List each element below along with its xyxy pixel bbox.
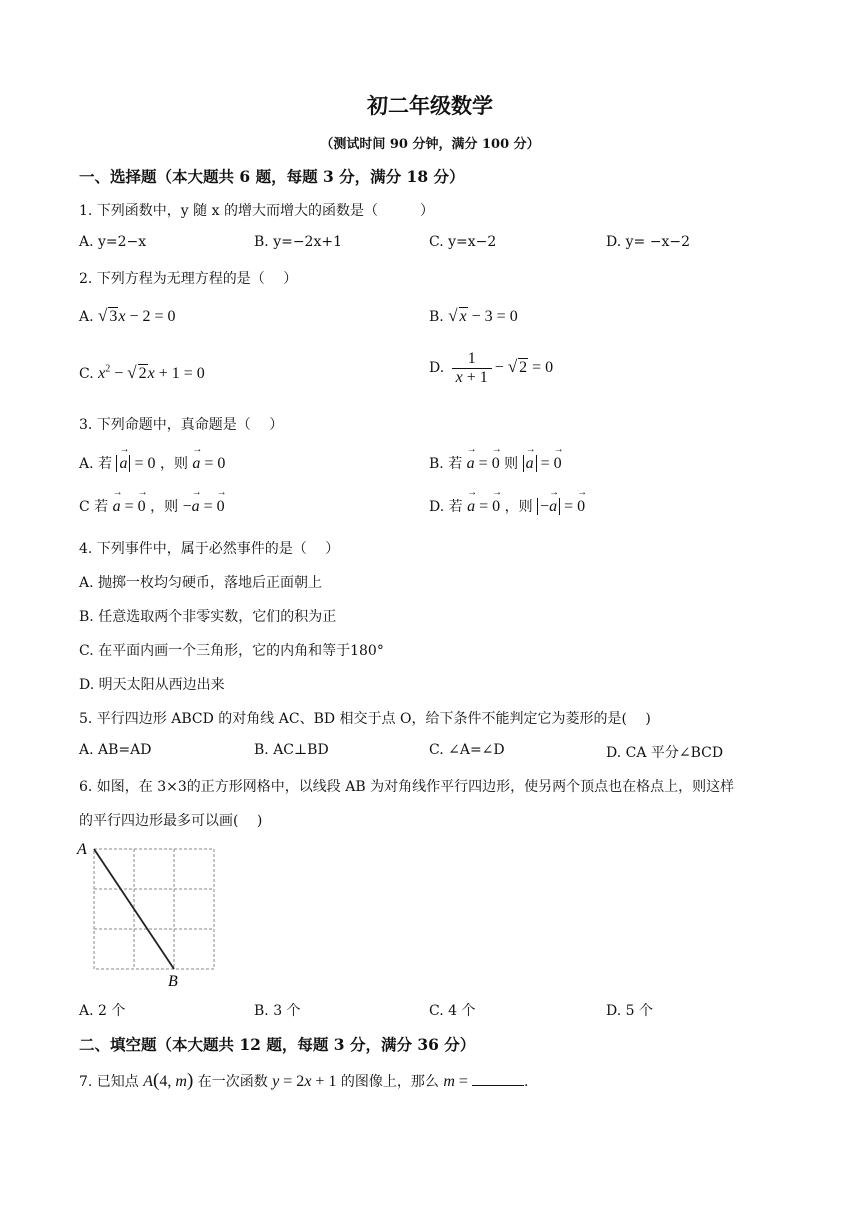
question-4-stem: 4. 下列事件中，属于必然事件的是（ ） — [79, 541, 340, 557]
question-4-option-d: D. 明天太阳从西边出来 — [79, 677, 225, 693]
point-b-label: B — [168, 973, 178, 990]
question-4-option-a: A. 抛掷一枚均匀硬币，落地后正面朝上 — [79, 575, 323, 591]
question-4-option-c: C. 在平面内画一个三角形，它的内角和等于180° — [79, 643, 384, 659]
question-5-option-b: B. AC⊥BD — [254, 742, 329, 758]
question-2-option-c — [79, 363, 205, 383]
question-6-stem-line-1: 6. 如图，在 3×3的正方形网格中，以线段 AB 为对角线作平行四边形，使另两个顶点也在格点上，则这样 — [79, 779, 735, 795]
grid-figure — [74, 838, 224, 990]
question-1-option-b: B. y=−2x+1 — [254, 234, 342, 250]
option-label: D. — [429, 360, 445, 377]
page-subtitle: （测试时间 90 分钟，满分 100 分） — [320, 137, 540, 152]
question-6-stem-line-2: 的平行四边形最多可以画( ) — [79, 813, 263, 829]
question-6-option-c: C. 4 个 — [429, 1003, 476, 1019]
question-5-option-d: D. CA 平分∠BCD — [606, 745, 724, 761]
equation-b: √ x − 3 = 0 — [448, 306, 518, 325]
section-heading-fill-in: 二、填空题（本大题共 12 题，每题 3 分，满分 36 分） — [79, 1035, 476, 1054]
question-3-option-c: C 若 → a = → 0 ，则 −→ a = → 0 — [79, 496, 225, 516]
question-5-stem: 5. 平行四边形 ABCD 的对角线 AC、BD 相交于点 O，给下条件不能判定它为菱形的是( ) — [79, 711, 651, 727]
question-2-stem: 2. 下列方程为无理方程的是（ ） — [79, 271, 298, 287]
point-expression: A(4, m) — [143, 1070, 194, 1091]
function-expression: y = 2x + 1 — [272, 1073, 337, 1090]
question-3-option-b: B. 若 → a = → 0 则 → a = → 0 — [429, 453, 562, 473]
question-1-option-a: A. y=2−x — [79, 234, 147, 250]
point-a-label: A — [77, 841, 87, 858]
question-3-stem: 3. 下列命题中，真命题是（ ） — [79, 417, 284, 433]
grid-lines — [94, 849, 214, 969]
option-label: C. — [79, 366, 94, 382]
question-2-option-d — [429, 350, 553, 387]
question-1-option-c: C. y=x−2 — [429, 234, 497, 250]
equation-a: √ 3x − 2 = 0 — [98, 306, 176, 325]
section-heading-choice: 一、选择题（本大题共 6 题，每题 3 分，满分 18 分） — [79, 167, 465, 186]
question-2-option-a — [79, 306, 176, 326]
question-5-option-c: C. ∠A=∠D — [429, 742, 505, 758]
question-1-stem: 1. 下列函数中，y 随 x 的增大而增大的函数是（ ） — [79, 203, 434, 219]
question-5-option-a: A. AB=AD — [79, 742, 152, 758]
equation-c: $x^2$ − √ 2x + 1 = 0 — [98, 363, 205, 382]
question-7: 7. 已知点 A(4, m) 在一次函数 y = 2x + 1 的图像上，那么 m = . — [79, 1070, 529, 1091]
option-label: A. — [79, 309, 94, 325]
option-label: B. — [429, 309, 444, 325]
page-title: 初二年级数学 — [367, 93, 493, 118]
question-6-option-d: D. 5 个 — [606, 1003, 653, 1019]
question-4-option-b: B. 任意选取两个非零实数，它们的积为正 — [79, 609, 337, 625]
equation-d: $\frac{1}{x + 1}$ − √ 2 = 0 — [449, 359, 554, 376]
answer-blank[interactable] — [472, 1071, 524, 1086]
question-1-option-d: D. y= −x−2 — [606, 234, 690, 250]
question-3-option-a: A. 若 → a = 0 ，则 → a = 0 — [79, 453, 225, 473]
question-6-option-a: A. 2 个 — [79, 1003, 126, 1019]
question-6-option-b: B. 3 个 — [254, 1003, 301, 1019]
question-2-option-b — [429, 306, 518, 326]
question-3-option-d: D. 若 → a = → 0 ，则 −→ a = → 0 — [429, 496, 585, 516]
